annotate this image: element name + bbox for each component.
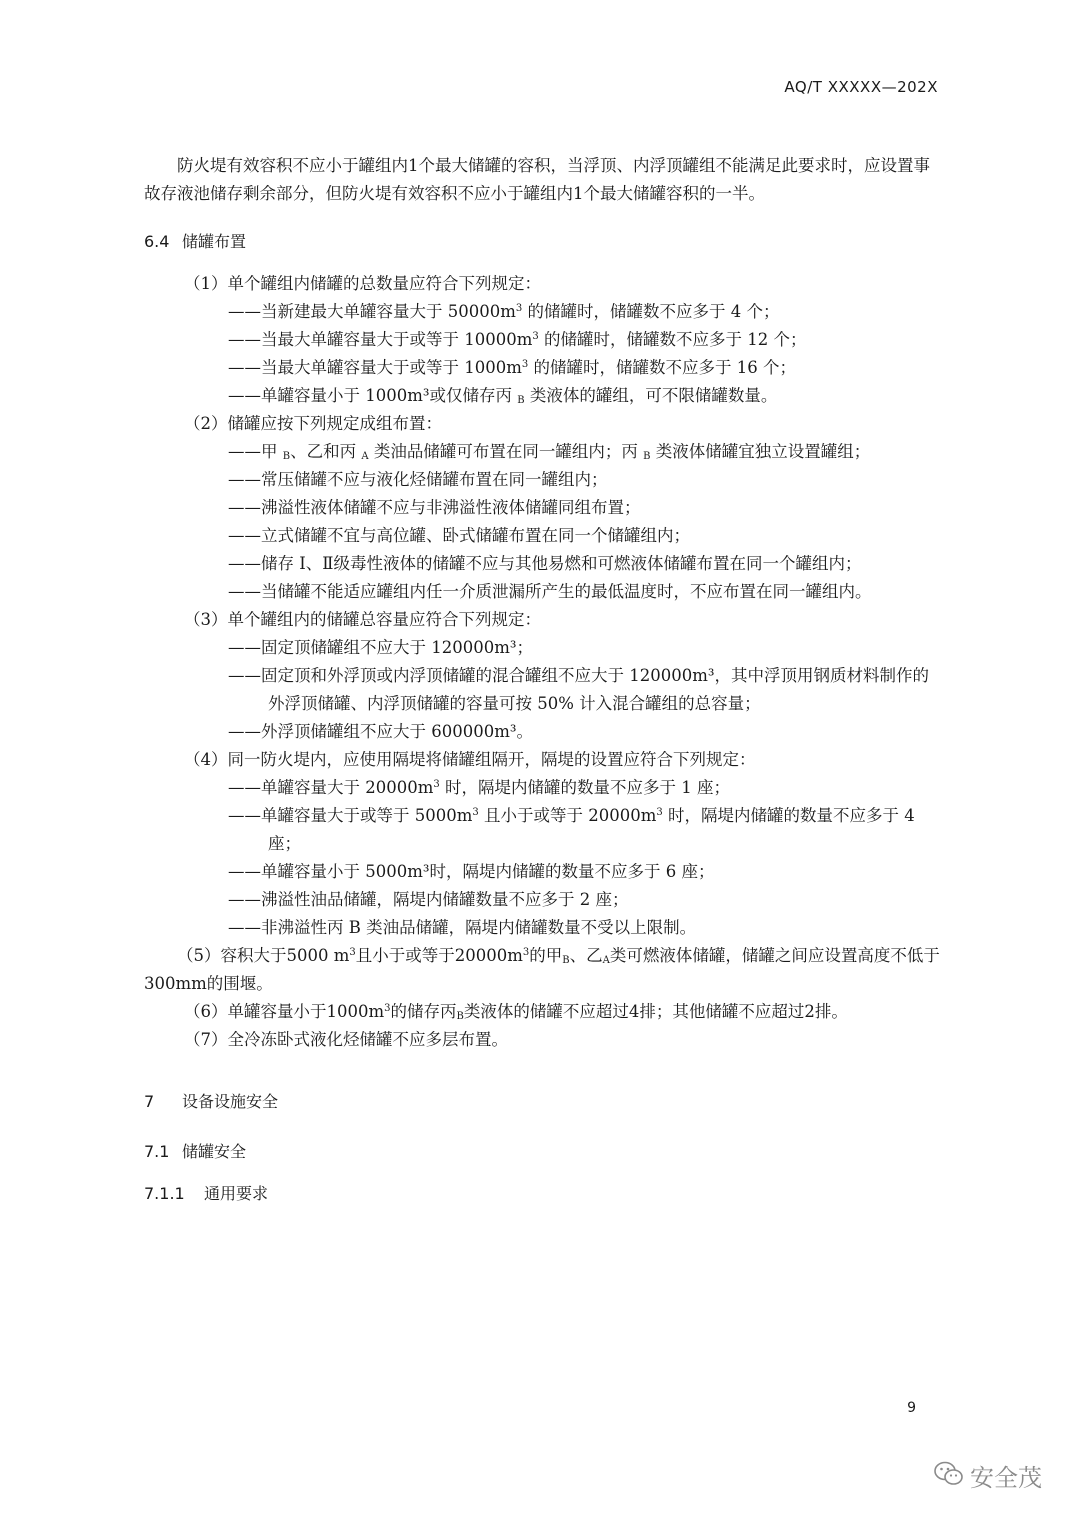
page-content — [144, 152, 940, 1221]
sub-item: ——常压储罐不应与液化烃储罐布置在同一罐组内； — [228, 470, 608, 489]
section-heading-6-4 — [144, 228, 940, 256]
section-title: 设备设施安全 — [182, 1092, 279, 1111]
sub-item: ——非沸溢性丙 B 类油品储罐，隔堤内储罐数量不受以上限制。 — [228, 918, 697, 937]
standard-code: AQ/T XXXXX—202X — [784, 78, 938, 96]
sub-item: ——单罐容量大于或等于 $5000m^3$ 且小于或等于 $20000m^3$ 时，隔堤内储罐的数量不应多于 4 座； — [228, 806, 915, 853]
intro-paragraph: 防火堤有效容积不应小于罐组内1个最大储罐的容积，当浮顶、内浮顶罐组不能满足此要求时，应设置事故存液池储存剩余部分，但防火堤有效容积不应小于罐组内1个最大储罐容积的一半。 — [144, 156, 930, 203]
sub-item: ——当最大单罐容量大于或等于 $1000m^3$ 的储罐时，储罐数不应多于 16 个； — [228, 358, 796, 377]
sub-item: ——单罐容量大于 $20000m^3$ 时，隔堤内储罐的数量不应多于 1 座； — [228, 778, 730, 797]
watermark — [934, 1458, 1042, 1493]
list-item-3: （3）单个罐组内的储罐总容量应符合下列规定： — [184, 610, 541, 629]
list-item-6: （6）单罐容量小于$1000m^3$的储存丙$_B$类液体的储罐不应超过4排；其他储罐不应超过2排。 — [184, 1002, 848, 1022]
sub-item: ——固定顶储罐组不应大于 120000m³； — [228, 638, 533, 657]
section-title: 通用要求 — [204, 1184, 269, 1203]
list-item-1: （1）单个罐组内储罐的总数量应符合下列规定： — [184, 274, 541, 293]
sub-item: ——固定顶和外浮顶或内浮顶储罐的混合罐组不应大于 120000m³，其中浮顶用钢质材料制作的外浮顶储罐、内浮顶储罐的容量可按 50% 计入混合罐组的总容量； — [228, 666, 929, 713]
sub-item: ——甲 $_B$、乙和丙 $_A$ 类油品储罐可布置在同一罐组内；丙 $_B$ 类液体储罐宜独立设置罐组； — [228, 442, 871, 462]
list-item-4: （4）同一防火堤内，应使用隔堤将储罐组隔开，隔堤的设置应符合下列规定： — [184, 750, 756, 769]
list-item-2: （2）储罐应按下列规定成组布置： — [184, 414, 442, 433]
sub-item: ——当最大单罐容量大于或等于 $10000m^3$ 的储罐时，储罐数不应多于 12 个； — [228, 330, 807, 349]
sub-item: ——沸溢性油品储罐，隔堤内储罐数量不应多于 2 座； — [228, 890, 629, 909]
sub-item: ——当储罐不能适应罐组内任一介质泄漏所产生的最低温度时，不应布置在同一罐组内。 — [228, 582, 872, 601]
sub-item: ——单罐容量小于 5000m³时，隔堤内储罐的数量不应多于 6 座； — [228, 862, 715, 881]
section-heading-7-1 — [144, 1138, 940, 1166]
list-item-7: （7）全冷冻卧式液化烃储罐不应多层布置。 — [184, 1030, 508, 1049]
section-number: 7.1.1 — [144, 1184, 185, 1203]
section-number: 7 — [144, 1092, 155, 1111]
wechat-icon — [934, 1461, 964, 1491]
section-heading-7-1-1 — [144, 1180, 940, 1208]
section-number: 6.4 — [144, 232, 170, 251]
sub-item: ——外浮顶储罐组不应大于 600000m³。 — [228, 722, 533, 741]
section-title: 储罐安全 — [182, 1142, 247, 1161]
sub-item: ——当新建最大单罐容量大于 $50000m^3$ 的储罐时，储罐数不应多于 4 个； — [228, 302, 780, 321]
sub-item: ——立式储罐不宜与高位罐、卧式储罐布置在同一个储罐组内； — [228, 526, 690, 545]
sub-item: ——单罐容量小于 1000m³或仅储存丙 $_B$ 类液体的罐组，可不限储罐数量。 — [228, 386, 778, 406]
sub-item: ——储存 I、Ⅱ级毒性液体的储罐不应与其他易燃和可燃液体储罐布置在同一个罐组内； — [228, 554, 862, 573]
section-heading-7 — [144, 1088, 940, 1116]
page-number: 9 — [907, 1400, 916, 1416]
sub-item: ——沸溢性液体储罐不应与非沸溢性液体储罐同组布置； — [228, 498, 641, 517]
list-item-5: （5）容积大于5000 $m^3$且小于或等于$20000m^3$的甲$_B$、乙$_A$类可燃液体储罐，储罐之间应设置高度不低于300mm的围堰。 — [144, 946, 940, 993]
section-number: 7.1 — [144, 1142, 170, 1161]
watermark-text: 安全茂 — [970, 1464, 1042, 1492]
section-title: 储罐布置 — [182, 232, 247, 251]
